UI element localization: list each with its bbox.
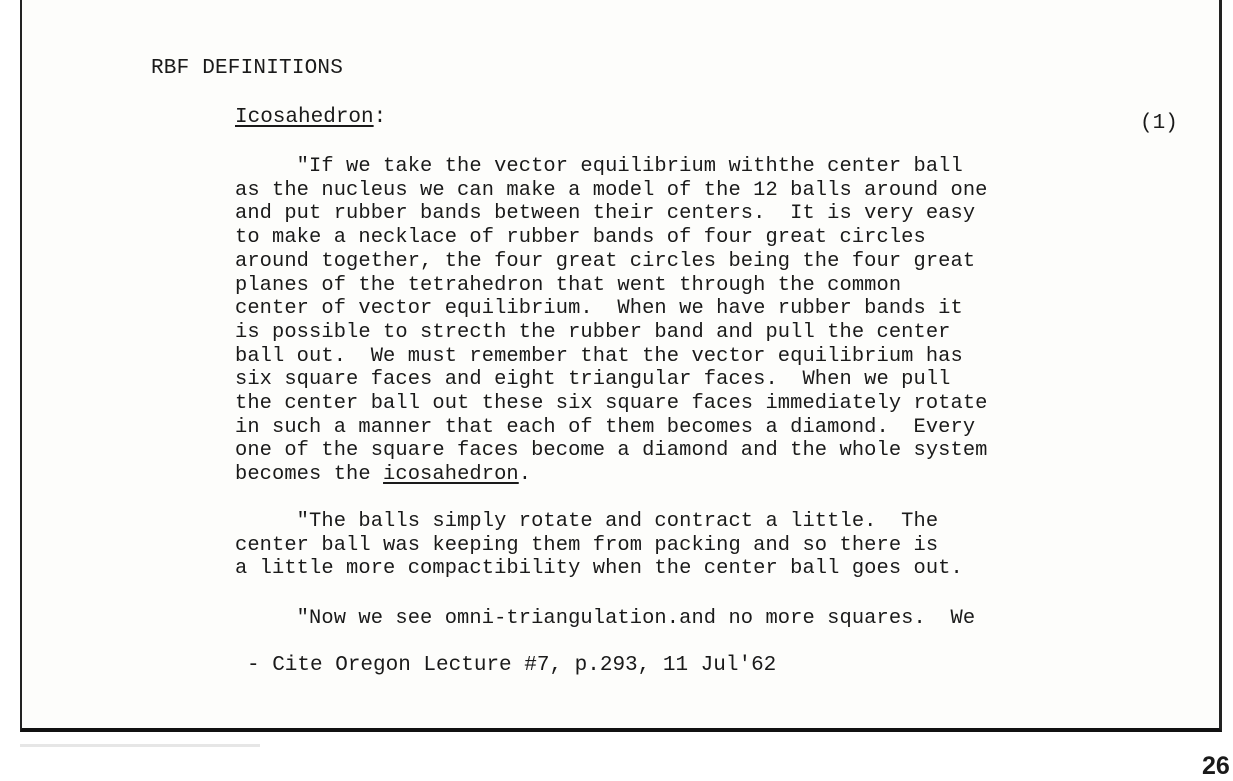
underlined-term: icosahedron: [383, 463, 519, 487]
term-word: Icosahedron: [235, 106, 374, 129]
text-line: center ball was keeping them from packing and so there is: [235, 533, 939, 557]
text-line: and put rubber bands between their centers. It is very easy: [235, 202, 976, 226]
paragraph-2: [235, 510, 963, 581]
text-line-last: [235, 463, 988, 487]
text-line: "If we take the vector equilibrium withthe center ball: [235, 155, 963, 178]
text-fragment: .: [518, 463, 532, 487]
text-line: as the nucleus we can make a model of the 12 balls around one: [235, 178, 988, 202]
text-line: a little more compactibility when the center ball goes out.: [235, 557, 963, 581]
paragraph-3: [235, 607, 975, 631]
term-colon: :: [373, 106, 387, 129]
text-line: in such a manner that each of them becomes a diamond. Every: [235, 415, 976, 439]
citation: - Cite Oregon Lecture #7, p.293, 11 Jul'62: [247, 654, 777, 677]
text-line: ball out. We must remember that the vector equilibrium has: [235, 344, 963, 368]
paragraph-1: [235, 155, 988, 487]
text-line: is possible to strecth the rubber band and pull the center: [235, 320, 951, 344]
page-header: RBF DEFINITIONS: [151, 57, 344, 80]
text-line: center of vector equilibrium. When we have rubber bands it: [235, 297, 963, 321]
text-line: to make a necklace of rubber bands of four great circles: [235, 226, 926, 250]
page-number: 26: [1202, 752, 1230, 780]
reference-number: (1): [1140, 112, 1178, 135]
scan-smudge: [20, 744, 260, 747]
text-line: around together, the four great circles being the four great: [235, 249, 976, 273]
text-line: six square faces and eight triangular faces. When we pull: [235, 368, 951, 392]
definition-card: [20, 0, 1222, 732]
definition-term: [235, 106, 386, 129]
text-line: "Now we see omni-triangulation.and no more squares. We: [235, 607, 976, 630]
text-line: "The balls simply rotate and contract a little. The: [235, 510, 939, 533]
text-line: planes of the tetrahedron that went through the common: [235, 273, 902, 297]
text-line: the center ball out these six square faces immediately rotate: [235, 392, 988, 416]
text-line: one of the square faces become a diamond and the whole system: [235, 439, 988, 463]
text-fragment: becomes the: [235, 463, 384, 487]
